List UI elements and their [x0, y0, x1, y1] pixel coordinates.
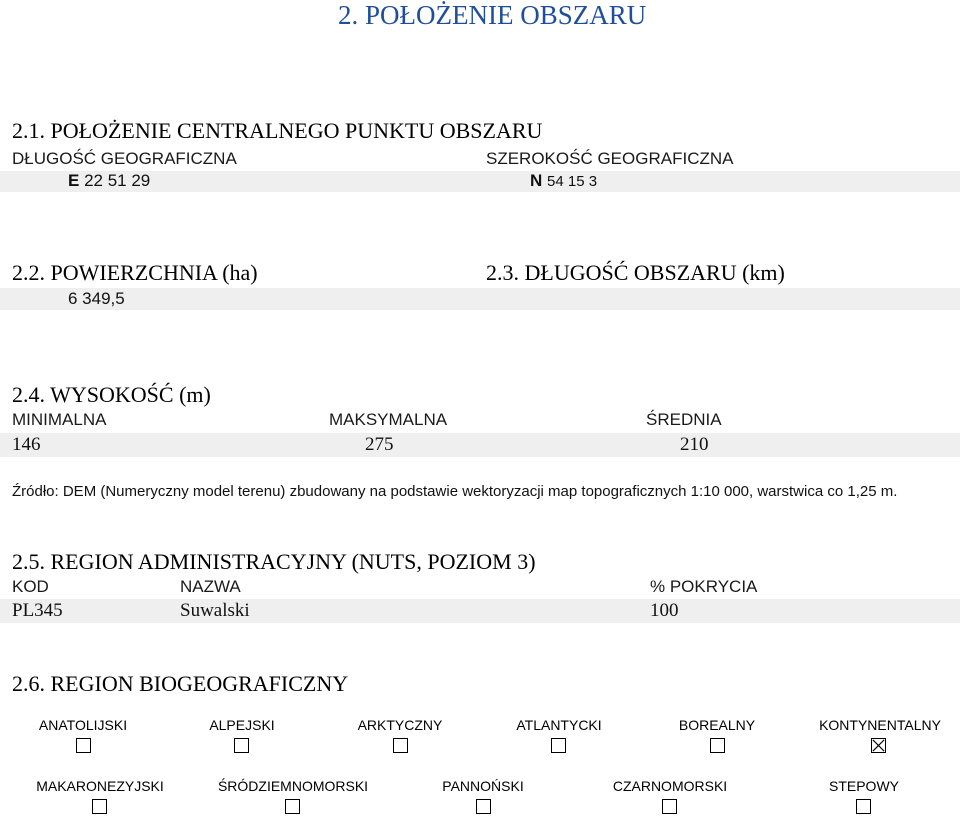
bio-checkbox-anatolijski[interactable]	[76, 738, 91, 753]
longitude-value	[68, 171, 150, 191]
checked-x-icon	[872, 739, 885, 752]
bio-checkbox-makaronezyjski[interactable]	[92, 799, 107, 814]
bio-checkbox-alpejski[interactable]	[234, 738, 249, 753]
section-2-4-heading: 2.4. WYSOKOŚĆ (m)	[12, 382, 211, 407]
area-value: 6 349,5	[68, 289, 125, 308]
avg-height-label: ŚREDNIA	[646, 410, 722, 429]
section-2-5-heading: 2.5. REGION ADMINISTRACYJNY (NUTS, POZIOM 3)	[12, 549, 536, 574]
height-source-note: Źródło: DEM (Numeryczny model terenu) zbudowany na podstawie wektoryzacji map topograficznych 1:10 000, warstwica co 1,25 m.	[12, 483, 898, 500]
min-height-label: MINIMALNA	[12, 410, 107, 429]
bio-label-pannonski: PANNOŃSKI	[442, 778, 524, 794]
bio-label-srodziemnomorski: ŚRÓDZIEMNOMORSKI	[217, 778, 369, 794]
section-2-3-heading: 2.3. DŁUGOŚĆ OBSZARU (km)	[486, 260, 785, 285]
latitude-value	[530, 171, 597, 191]
pokrycia-value: 100	[650, 600, 679, 621]
area-band	[0, 288, 960, 310]
bio-checkbox-arktyczny[interactable]	[393, 738, 408, 753]
min-height-value: 146	[12, 434, 41, 455]
page-title: 2. POŁOŻENIE OBSZARU	[338, 0, 647, 30]
bio-label-anatolijski: ANATOLIJSKI	[38, 717, 128, 733]
bio-checkbox-stepowy[interactable]	[856, 799, 871, 814]
bio-label-alpejski: ALPEJSKI	[209, 717, 275, 733]
latitude-prefix: N	[530, 171, 543, 190]
height-band	[0, 433, 960, 457]
section-2-1-heading: 2.1. POŁOŻENIE CENTRALNEGO PUNKTU OBSZARU	[12, 118, 543, 143]
nazwa-value: Suwalski	[180, 600, 250, 621]
bio-label-czarnomorski: CZARNOMORSKI	[612, 778, 728, 794]
bio-checkbox-atlantycki[interactable]	[551, 738, 566, 753]
bio-label-stepowy: STEPOWY	[828, 778, 899, 794]
section-2-2-heading: 2.2. POWIERZCHNIA (ha)	[12, 260, 258, 285]
kod-value: PL345	[12, 600, 63, 621]
bio-checkbox-czarnomorski[interactable]	[662, 799, 677, 814]
section-2-6-heading: 2.6. REGION BIOGEOGRAFICZNY	[12, 671, 349, 696]
longitude-prefix: E	[68, 171, 80, 190]
latitude-number: 54 15 3	[547, 173, 598, 190]
bio-label-atlantycki: ATLANTYCKI	[516, 717, 602, 733]
bio-checkbox-kontynentalny[interactable]	[871, 738, 886, 753]
bio-checkbox-pannonski[interactable]	[476, 799, 491, 814]
bio-checkbox-srodziemnomorski[interactable]	[285, 799, 300, 814]
nazwa-label: NAZWA	[180, 577, 241, 596]
longitude-number: 22 51 29	[84, 171, 151, 190]
avg-height-value: 210	[680, 434, 709, 455]
max-height-value: 275	[365, 434, 394, 455]
bio-checkbox-borealny[interactable]	[710, 738, 725, 753]
bio-label-borealny: BOREALNY	[678, 717, 756, 733]
max-height-label: MAKSYMALNA	[329, 410, 448, 429]
longitude-label: DŁUGOŚĆ GEOGRAFICZNA	[12, 149, 237, 168]
region-band	[0, 599, 960, 623]
pokrycia-label: % POKRYCIA	[650, 577, 758, 596]
bio-label-arktyczny: ARKTYCZNY	[357, 717, 443, 733]
bio-label-kontynentalny: KONTYNENTALNY	[819, 717, 941, 733]
kod-label: KOD	[12, 577, 49, 596]
latitude-label: SZEROKOŚĆ GEOGRAFICZNA	[486, 149, 734, 168]
bio-label-makaronezyjski: MAKARONEZYJSKI	[36, 778, 164, 794]
